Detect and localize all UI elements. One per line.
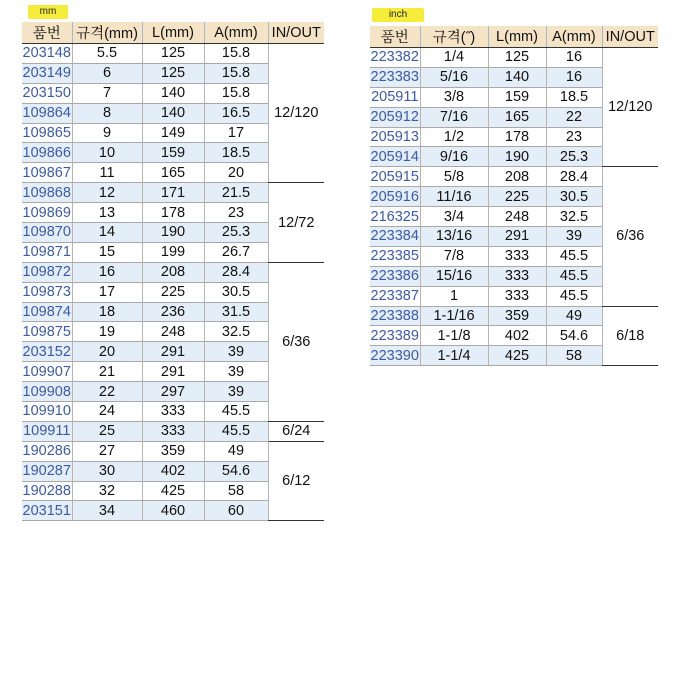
length-cell: 190 xyxy=(142,223,204,243)
in-out-cell: 6/18 xyxy=(602,306,658,366)
part-number-cell: 223390 xyxy=(370,347,419,364)
spec-cell: 7/16 xyxy=(420,107,488,127)
spec-cell: 12 xyxy=(72,183,142,203)
part-number-cell: 205916 xyxy=(370,188,419,205)
a-cell: 45.5 xyxy=(546,286,602,306)
spec-cell: 30 xyxy=(72,461,142,481)
a-cell: 58 xyxy=(204,481,268,501)
part-number-cell: 203150 xyxy=(22,85,71,102)
part-number-cell: 205913 xyxy=(370,129,419,145)
part-number-cell: 109908 xyxy=(22,383,71,400)
length-cell: 460 xyxy=(142,501,204,521)
spec-cell: 20 xyxy=(72,342,142,362)
spec-cell: 14 xyxy=(72,223,142,243)
length-cell: 402 xyxy=(488,326,546,346)
spec-cell: 24 xyxy=(72,402,142,422)
part-number-cell: 109869 xyxy=(22,204,71,221)
a-cell: 49 xyxy=(204,441,268,461)
spec-cell: 27 xyxy=(72,441,142,461)
spec-cell: 34 xyxy=(72,501,142,521)
length-cell: 140 xyxy=(488,67,546,87)
header-in-out: IN/OUT xyxy=(602,26,658,48)
part-number-cell: 203148 xyxy=(22,45,71,62)
part-number-cell: 205915 xyxy=(370,168,419,185)
a-cell: 15.8 xyxy=(204,44,268,64)
a-cell: 16 xyxy=(546,67,602,87)
spec-cell: 25 xyxy=(72,421,142,441)
header-row xyxy=(370,26,658,48)
a-cell: 15.8 xyxy=(204,83,268,103)
inch-unit-label: inch xyxy=(372,8,424,22)
part-number-cell: 109864 xyxy=(22,105,71,122)
spec-cell: 15 xyxy=(72,242,142,262)
spec-cell: 19 xyxy=(72,322,142,342)
part-number-cell: 223384 xyxy=(370,228,419,245)
spec-cell: 1/4 xyxy=(420,48,488,68)
part-number-cell: 223382 xyxy=(370,49,419,66)
part-number-cell: 205911 xyxy=(371,89,419,106)
a-cell: 45.5 xyxy=(546,266,602,286)
in-out-cell: 6/36 xyxy=(602,167,658,306)
a-cell: 30.5 xyxy=(546,187,602,207)
a-cell: 18.5 xyxy=(204,143,268,163)
length-cell: 159 xyxy=(488,87,546,107)
spec-cell: 18 xyxy=(72,302,142,322)
in-out-cell: 6/24 xyxy=(268,421,324,441)
part-number-cell: 109875 xyxy=(22,323,71,340)
part-number-cell: 223383 xyxy=(370,69,419,86)
length-cell: 178 xyxy=(488,127,546,147)
a-cell: 28.4 xyxy=(204,262,268,282)
spec-cell: 1 xyxy=(420,286,488,306)
a-cell: 39 xyxy=(204,382,268,402)
length-cell: 140 xyxy=(142,103,204,123)
header-length: L(mm) xyxy=(488,26,546,48)
length-cell: 402 xyxy=(142,461,204,481)
part-number-cell: 190287 xyxy=(22,463,71,480)
length-cell: 125 xyxy=(488,48,546,68)
part-number-cell: 109873 xyxy=(22,284,71,301)
spec-cell: 1-1/8 xyxy=(420,326,488,346)
spec-cell: 7/8 xyxy=(420,246,488,266)
length-cell: 248 xyxy=(488,207,546,227)
spec-cell: 7 xyxy=(72,83,142,103)
a-cell: 18.5 xyxy=(546,87,602,107)
a-cell: 16.5 xyxy=(204,103,268,123)
table-row xyxy=(22,421,324,441)
table-row xyxy=(22,183,324,203)
spec-cell: 15/16 xyxy=(420,266,488,286)
a-cell: 15.8 xyxy=(204,63,268,83)
part-number-cell: 109910 xyxy=(22,403,71,420)
part-number-cell: 109868 xyxy=(22,184,71,201)
spec-cell: 13/16 xyxy=(420,227,488,247)
length-cell: 190 xyxy=(488,147,546,167)
length-cell: 171 xyxy=(142,183,204,203)
table-row xyxy=(370,48,658,68)
part-number-cell: 203149 xyxy=(22,65,71,82)
a-cell: 25.3 xyxy=(546,147,602,167)
spec-cell: 11/16 xyxy=(420,187,488,207)
part-number-cell: 109867 xyxy=(22,164,71,181)
in-out-cell: 12/120 xyxy=(602,48,658,167)
part-number-cell: 223388 xyxy=(370,308,419,325)
length-cell: 225 xyxy=(488,187,546,207)
part-number-cell: 205912 xyxy=(370,109,419,126)
in-out-cell: 6/36 xyxy=(268,262,324,421)
spec-cell: 5.5 xyxy=(72,44,142,64)
a-cell: 32.5 xyxy=(204,322,268,342)
length-cell: 359 xyxy=(142,441,204,461)
a-cell: 17 xyxy=(204,123,268,143)
a-cell: 60 xyxy=(204,501,268,521)
length-cell: 291 xyxy=(142,342,204,362)
a-cell: 28.4 xyxy=(546,167,602,187)
length-cell: 199 xyxy=(142,242,204,262)
length-cell: 178 xyxy=(142,203,204,223)
spec-cell: 32 xyxy=(72,481,142,501)
a-cell: 25.3 xyxy=(204,223,268,243)
part-number-cell: 223385 xyxy=(370,248,419,265)
length-cell: 333 xyxy=(142,402,204,422)
length-cell: 248 xyxy=(142,322,204,342)
part-number-cell: 190288 xyxy=(22,483,71,500)
spec-cell: 8 xyxy=(72,103,142,123)
part-number-cell: 109907 xyxy=(22,363,71,380)
length-cell: 333 xyxy=(142,421,204,441)
spec-cell: 16 xyxy=(72,262,142,282)
a-cell: 39 xyxy=(204,342,268,362)
table-row xyxy=(22,441,324,461)
spec-cell: 9 xyxy=(72,123,142,143)
length-cell: 291 xyxy=(142,362,204,382)
spec-cell: 3/8 xyxy=(420,87,488,107)
length-cell: 165 xyxy=(142,163,204,183)
a-cell: 39 xyxy=(546,227,602,247)
header-part-number: 품번 xyxy=(370,26,420,48)
a-cell: 49 xyxy=(546,306,602,326)
a-cell: 23 xyxy=(546,127,602,147)
header-a: A(mm) xyxy=(204,22,268,44)
a-cell: 22 xyxy=(546,107,602,127)
a-cell: 30.5 xyxy=(204,282,268,302)
length-cell: 165 xyxy=(488,107,546,127)
mm-unit-label: mm xyxy=(28,5,68,19)
a-cell: 16 xyxy=(546,48,602,68)
part-number-cell: 109871 xyxy=(22,244,71,261)
spec-cell: 11 xyxy=(72,163,142,183)
length-cell: 291 xyxy=(488,227,546,247)
inch-spec-table xyxy=(370,26,658,366)
spec-cell: 17 xyxy=(72,282,142,302)
table-row xyxy=(370,167,658,187)
header-in-out: IN/OUT xyxy=(268,22,324,44)
table-row xyxy=(22,44,324,64)
part-number-cell: 109865 xyxy=(22,125,71,141)
length-cell: 333 xyxy=(488,246,546,266)
length-cell: 297 xyxy=(142,382,204,402)
table-row xyxy=(22,262,324,282)
length-cell: 208 xyxy=(488,167,546,187)
part-number-cell: 203151 xyxy=(22,502,71,519)
header-length: L(mm) xyxy=(142,22,204,44)
spec-cell: 13 xyxy=(72,203,142,223)
header-row xyxy=(22,22,324,44)
spec-cell: 5/8 xyxy=(420,167,488,187)
spec-cell: 3/4 xyxy=(420,207,488,227)
length-cell: 149 xyxy=(142,123,204,143)
length-cell: 425 xyxy=(142,481,204,501)
part-number-cell: 223389 xyxy=(370,327,419,344)
part-number-cell: 109874 xyxy=(22,304,71,321)
a-cell: 54.6 xyxy=(204,461,268,481)
spec-cell: 1-1/4 xyxy=(420,346,488,366)
length-cell: 333 xyxy=(488,266,546,286)
part-number-cell: 109872 xyxy=(22,264,71,281)
a-cell: 45.5 xyxy=(546,246,602,266)
part-number-cell: 109911 xyxy=(23,423,71,440)
part-number-cell: 223386 xyxy=(370,268,419,285)
a-cell: 45.5 xyxy=(204,402,268,422)
header-a: A(mm) xyxy=(546,26,602,48)
a-cell: 54.6 xyxy=(546,326,602,346)
in-out-cell: 6/12 xyxy=(268,441,324,521)
length-cell: 225 xyxy=(142,282,204,302)
spec-cell: 6 xyxy=(72,63,142,83)
part-number-cell: 109870 xyxy=(22,224,71,241)
a-cell: 32.5 xyxy=(546,207,602,227)
a-cell: 39 xyxy=(204,362,268,382)
a-cell: 23 xyxy=(204,203,268,223)
length-cell: 425 xyxy=(488,346,546,366)
part-number-cell: 205914 xyxy=(370,148,419,165)
spec-cell: 9/16 xyxy=(420,147,488,167)
length-cell: 208 xyxy=(142,262,204,282)
length-cell: 236 xyxy=(142,302,204,322)
a-cell: 31.5 xyxy=(204,302,268,322)
part-number-cell: 109866 xyxy=(22,144,71,161)
spec-cell: 1-1/16 xyxy=(420,306,488,326)
mm-spec-table xyxy=(22,22,324,521)
length-cell: 159 xyxy=(142,143,204,163)
spec-cell: 5/16 xyxy=(420,67,488,87)
a-cell: 26.7 xyxy=(204,242,268,262)
a-cell: 20 xyxy=(204,163,268,183)
spec-cell: 10 xyxy=(72,143,142,163)
in-out-cell: 12/120 xyxy=(268,44,324,183)
length-cell: 359 xyxy=(488,306,546,326)
length-cell: 140 xyxy=(142,83,204,103)
a-cell: 45.5 xyxy=(204,421,268,441)
length-cell: 125 xyxy=(142,63,204,83)
a-cell: 58 xyxy=(546,346,602,366)
spec-cell: 21 xyxy=(72,362,142,382)
part-number-cell: 203152 xyxy=(22,343,71,360)
part-number-cell: 190286 xyxy=(22,443,71,460)
part-number-cell: 216325 xyxy=(370,208,419,225)
a-cell: 21.5 xyxy=(204,183,268,203)
spec-cell: 1/2 xyxy=(420,127,488,147)
header-spec: 규격(mm) xyxy=(72,22,142,44)
length-cell: 125 xyxy=(142,44,204,64)
header-spec: 규격(˝) xyxy=(420,26,488,48)
part-number-cell: 223387 xyxy=(370,288,419,305)
length-cell: 333 xyxy=(488,286,546,306)
table-row xyxy=(370,306,658,326)
spec-cell: 22 xyxy=(72,382,142,402)
header-part-number: 품번 xyxy=(22,22,72,44)
in-out-cell: 12/72 xyxy=(268,183,324,263)
